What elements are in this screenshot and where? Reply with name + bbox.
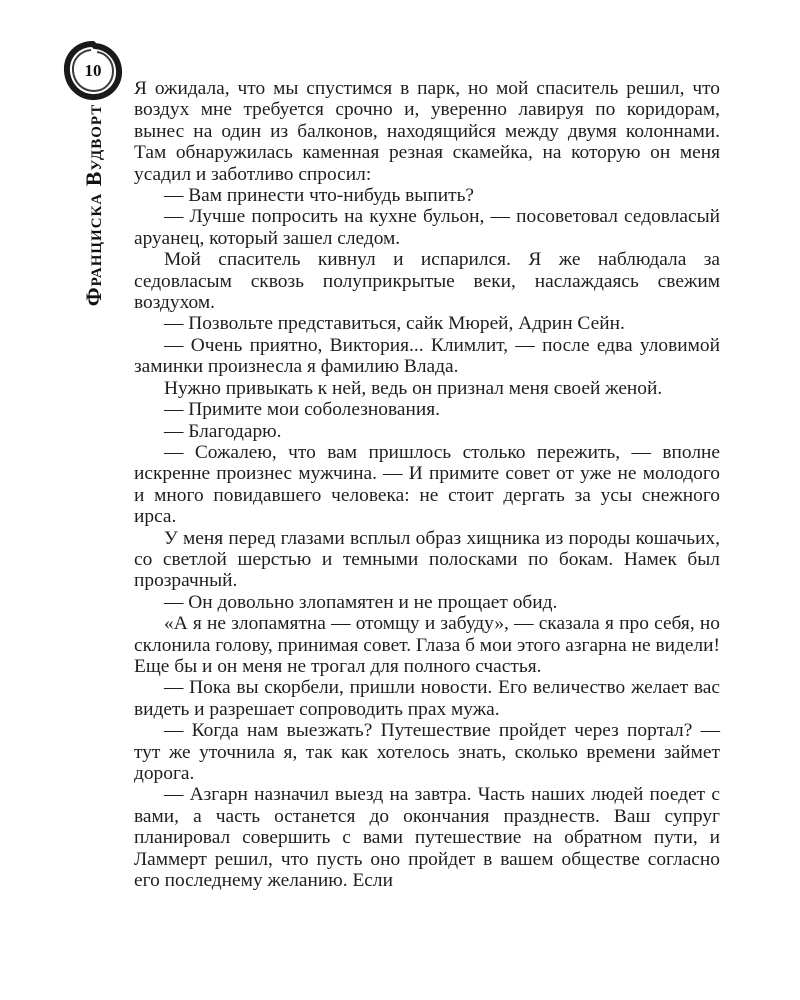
paragraph: — Он довольно злопамятен и не прощает обид. (164, 591, 558, 613)
paragraph: Нужно привыкать к ней, ведь он признал меня своей женой. (164, 377, 663, 399)
running-head-author: Франциска Вудворт (81, 103, 106, 307)
paragraph: У меня перед глазами всплыл образ хищника из породы кошачьих, со светлой шерстью и темными полосками по бокам. Намек был прозрачный. (134, 527, 720, 592)
paragraph: — Когда нам выезжать? Путешествие пройдет через портал? — тут же уточнила я, так как хотелось знать, сколько времени займет дорога. (134, 720, 720, 784)
body-text (134, 78, 720, 891)
paragraph: — Вам принести что-нибудь выпить? (164, 185, 475, 207)
paragraph: — Азгарн назначил выезд на завтра. Часть наших людей поедет с вами, а часть останется до окончания празднеств. Ваш супруг планировал совершить с вами путешествие на обратном пути, и Ламмерт решил, что пусть оно пройдет в вашем обществе согласно его последнему желанию. Если (134, 784, 720, 892)
paragraph: — Сожалею, что вам пришлось столько пережить, — вполне искренне произнес мужчина. — И примите совет от уже не молодого и много повидавшего человека: не стоит дергать за усы снежного ирса. (134, 441, 720, 528)
page-number-badge (62, 40, 124, 102)
paragraph: — Позвольте представиться, сайк Мюрей, Адрин Сейн. (164, 313, 625, 335)
paragraph: Я ожидала, что мы спустимся в парк, но мой спаситель решил, что воздух мне требуется срочно и, уверенно лавируя по коридорам, вынес на один из балконов, находящийся между двумя колоннами. Там обнаружилась каменная резная скамейка, на которую он меня усадил и заботливо спросил: (134, 78, 720, 185)
paragraph: — Очень приятно, Виктория... Климлит, — после едва уловимой заминки произнесла я фамилию Влада. (134, 334, 720, 378)
paragraph: — Примите мои соболезнования. (164, 399, 440, 421)
page-number: 10 (84, 61, 102, 80)
paragraph: «А я не злопамятна — отомщу и забуду», — сказала я про себя, но склонила голову, принимая совет. Глаза б мои этого азгарна не видели! Еще бы и он меня не трогал для полного счастья. (134, 613, 720, 677)
paragraph: — Лучше попросить на кухне бульон, — посоветовал седовласый аруанец, который зашел следом. (134, 206, 720, 249)
paragraph: Мой спаситель кивнул и испарился. Я же наблюдала за седовласым сквозь полуприкрытые веки, наслаждаясь свежим воздухом. (134, 249, 720, 314)
paragraph: — Благодарю. (164, 420, 282, 442)
paragraph: — Пока вы скорбели, пришли новости. Его величество желает вас видеть и разрешает сопроводить прах мужа. (134, 677, 720, 720)
